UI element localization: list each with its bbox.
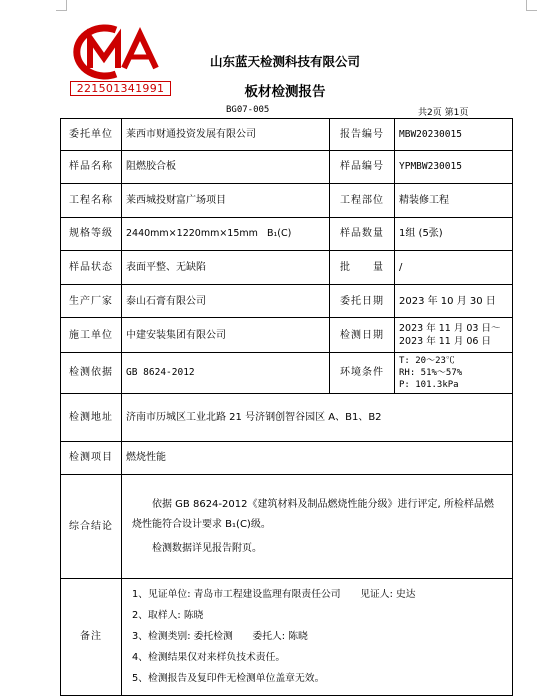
test-date-end: 2023 年 11 月 06 日	[399, 336, 491, 348]
table-row	[61, 184, 513, 218]
test-date-start: 2023 年 11 月 03 日～	[399, 323, 501, 335]
project-part-value: 精装修工程	[395, 184, 513, 218]
remarks-value	[122, 578, 513, 695]
item-label: 检测项目	[61, 441, 122, 475]
table-row	[61, 578, 513, 695]
batch-label: 批 量	[330, 251, 395, 285]
corner-crop-mark	[56, 0, 67, 11]
manufacturer-value: 泰山石膏有限公司	[122, 284, 330, 318]
address-value: 济南市历城区工业北路 21 号济钢创智谷园区 A、B1、B2	[122, 393, 513, 441]
basis-label: 检测依据	[61, 353, 122, 394]
corner-crop-mark	[526, 0, 537, 11]
project-part-label: 工程部位	[330, 184, 395, 218]
report-no-label: 报告编号	[330, 119, 395, 151]
cma-certificate-number: 221501341991	[70, 81, 171, 96]
table-row	[61, 353, 513, 394]
basis-value: GB 8624-2012	[122, 353, 330, 394]
table-row	[61, 251, 513, 285]
env-humidity: RH: 51%～57%	[399, 367, 463, 378]
project-name-label: 工程名称	[61, 184, 122, 218]
sample-no-label: 样品编号	[330, 150, 395, 184]
table-row	[61, 441, 513, 475]
client-value: 莱西市财通投资发展有限公司	[122, 119, 330, 151]
spec-value: 2440mm×1220mm×15mm B₁(C)	[122, 217, 330, 251]
table-row	[61, 393, 513, 441]
sample-name-label: 样品名称	[61, 150, 122, 184]
report-title: 板材检测报告	[244, 84, 326, 100]
manufacturer-label: 生产厂家	[61, 284, 122, 318]
contractor-label: 施工单位	[61, 318, 122, 353]
cma-logo-icon	[70, 22, 170, 82]
spec-label: 规格等级	[61, 217, 122, 251]
commission-date-value: 2023 年 10 月 30 日	[395, 284, 513, 318]
contractor-value: 中建安装集团有限公司	[122, 318, 330, 353]
table-row	[61, 119, 513, 151]
test-date-value	[395, 318, 513, 353]
table-row	[61, 217, 513, 251]
client-label: 委托单位	[61, 119, 122, 151]
conclusion-value	[122, 475, 513, 579]
remark-item: 5、检测报告及复印件无检测单位盖章无效。	[132, 673, 325, 685]
quantity-label: 样品数量	[330, 217, 395, 251]
sample-state-value: 表面平整、无缺陷	[122, 251, 330, 285]
quantity-value: 1组 (5张)	[395, 217, 513, 251]
company-name: 山东蓝天检测科技有限公司	[209, 54, 360, 69]
environment-label: 环境条件	[330, 353, 395, 394]
remark-item: 4、检测结果仅对来样负技术责任。	[132, 652, 286, 664]
env-temperature: T: 20～23℃	[399, 355, 455, 366]
conclusion-note: 检测数据详见报告附页。	[152, 542, 262, 554]
remark-item: 2、取样人: 陈晓	[132, 610, 204, 622]
commission-date-label: 委托日期	[330, 284, 395, 318]
address-label: 检测地址	[61, 393, 122, 441]
env-pressure: P: 101.3kPa	[399, 379, 459, 390]
table-row	[61, 284, 513, 318]
sample-name-value: 阻燃胶合板	[122, 150, 330, 184]
project-name-value: 莱西城投财富广场项目	[122, 184, 330, 218]
remarks-label: 备注	[61, 578, 122, 695]
conclusion-text: 依据 GB 8624-2012《建筑材料及制品燃烧性能分级》进行评定, 所检样品燃烧性能符合设计要求 B₁(C)级。	[132, 498, 494, 530]
document-code: BG07-005	[226, 105, 270, 115]
remark-item: 1、见证单位: 青岛市工程建设监理有限责任公司 见证人: 史达	[132, 589, 416, 601]
table-row	[61, 318, 513, 353]
test-date-label: 检测日期	[330, 318, 395, 353]
environment-value	[395, 353, 513, 394]
conclusion-label: 综合结论	[61, 475, 122, 579]
sample-no-value: YPMBW230015	[395, 150, 513, 184]
table-row	[61, 150, 513, 184]
remark-item: 3、检测类别: 委托检测 委托人: 陈晓	[132, 631, 308, 643]
page-info: 共2页 第1页	[418, 108, 469, 118]
sample-state-label: 样品状态	[61, 251, 122, 285]
table-row	[61, 475, 513, 579]
item-value: 燃烧性能	[122, 441, 513, 475]
report-no-value: MBW20230015	[395, 119, 513, 151]
batch-value: /	[395, 251, 513, 285]
report-table	[60, 118, 513, 696]
